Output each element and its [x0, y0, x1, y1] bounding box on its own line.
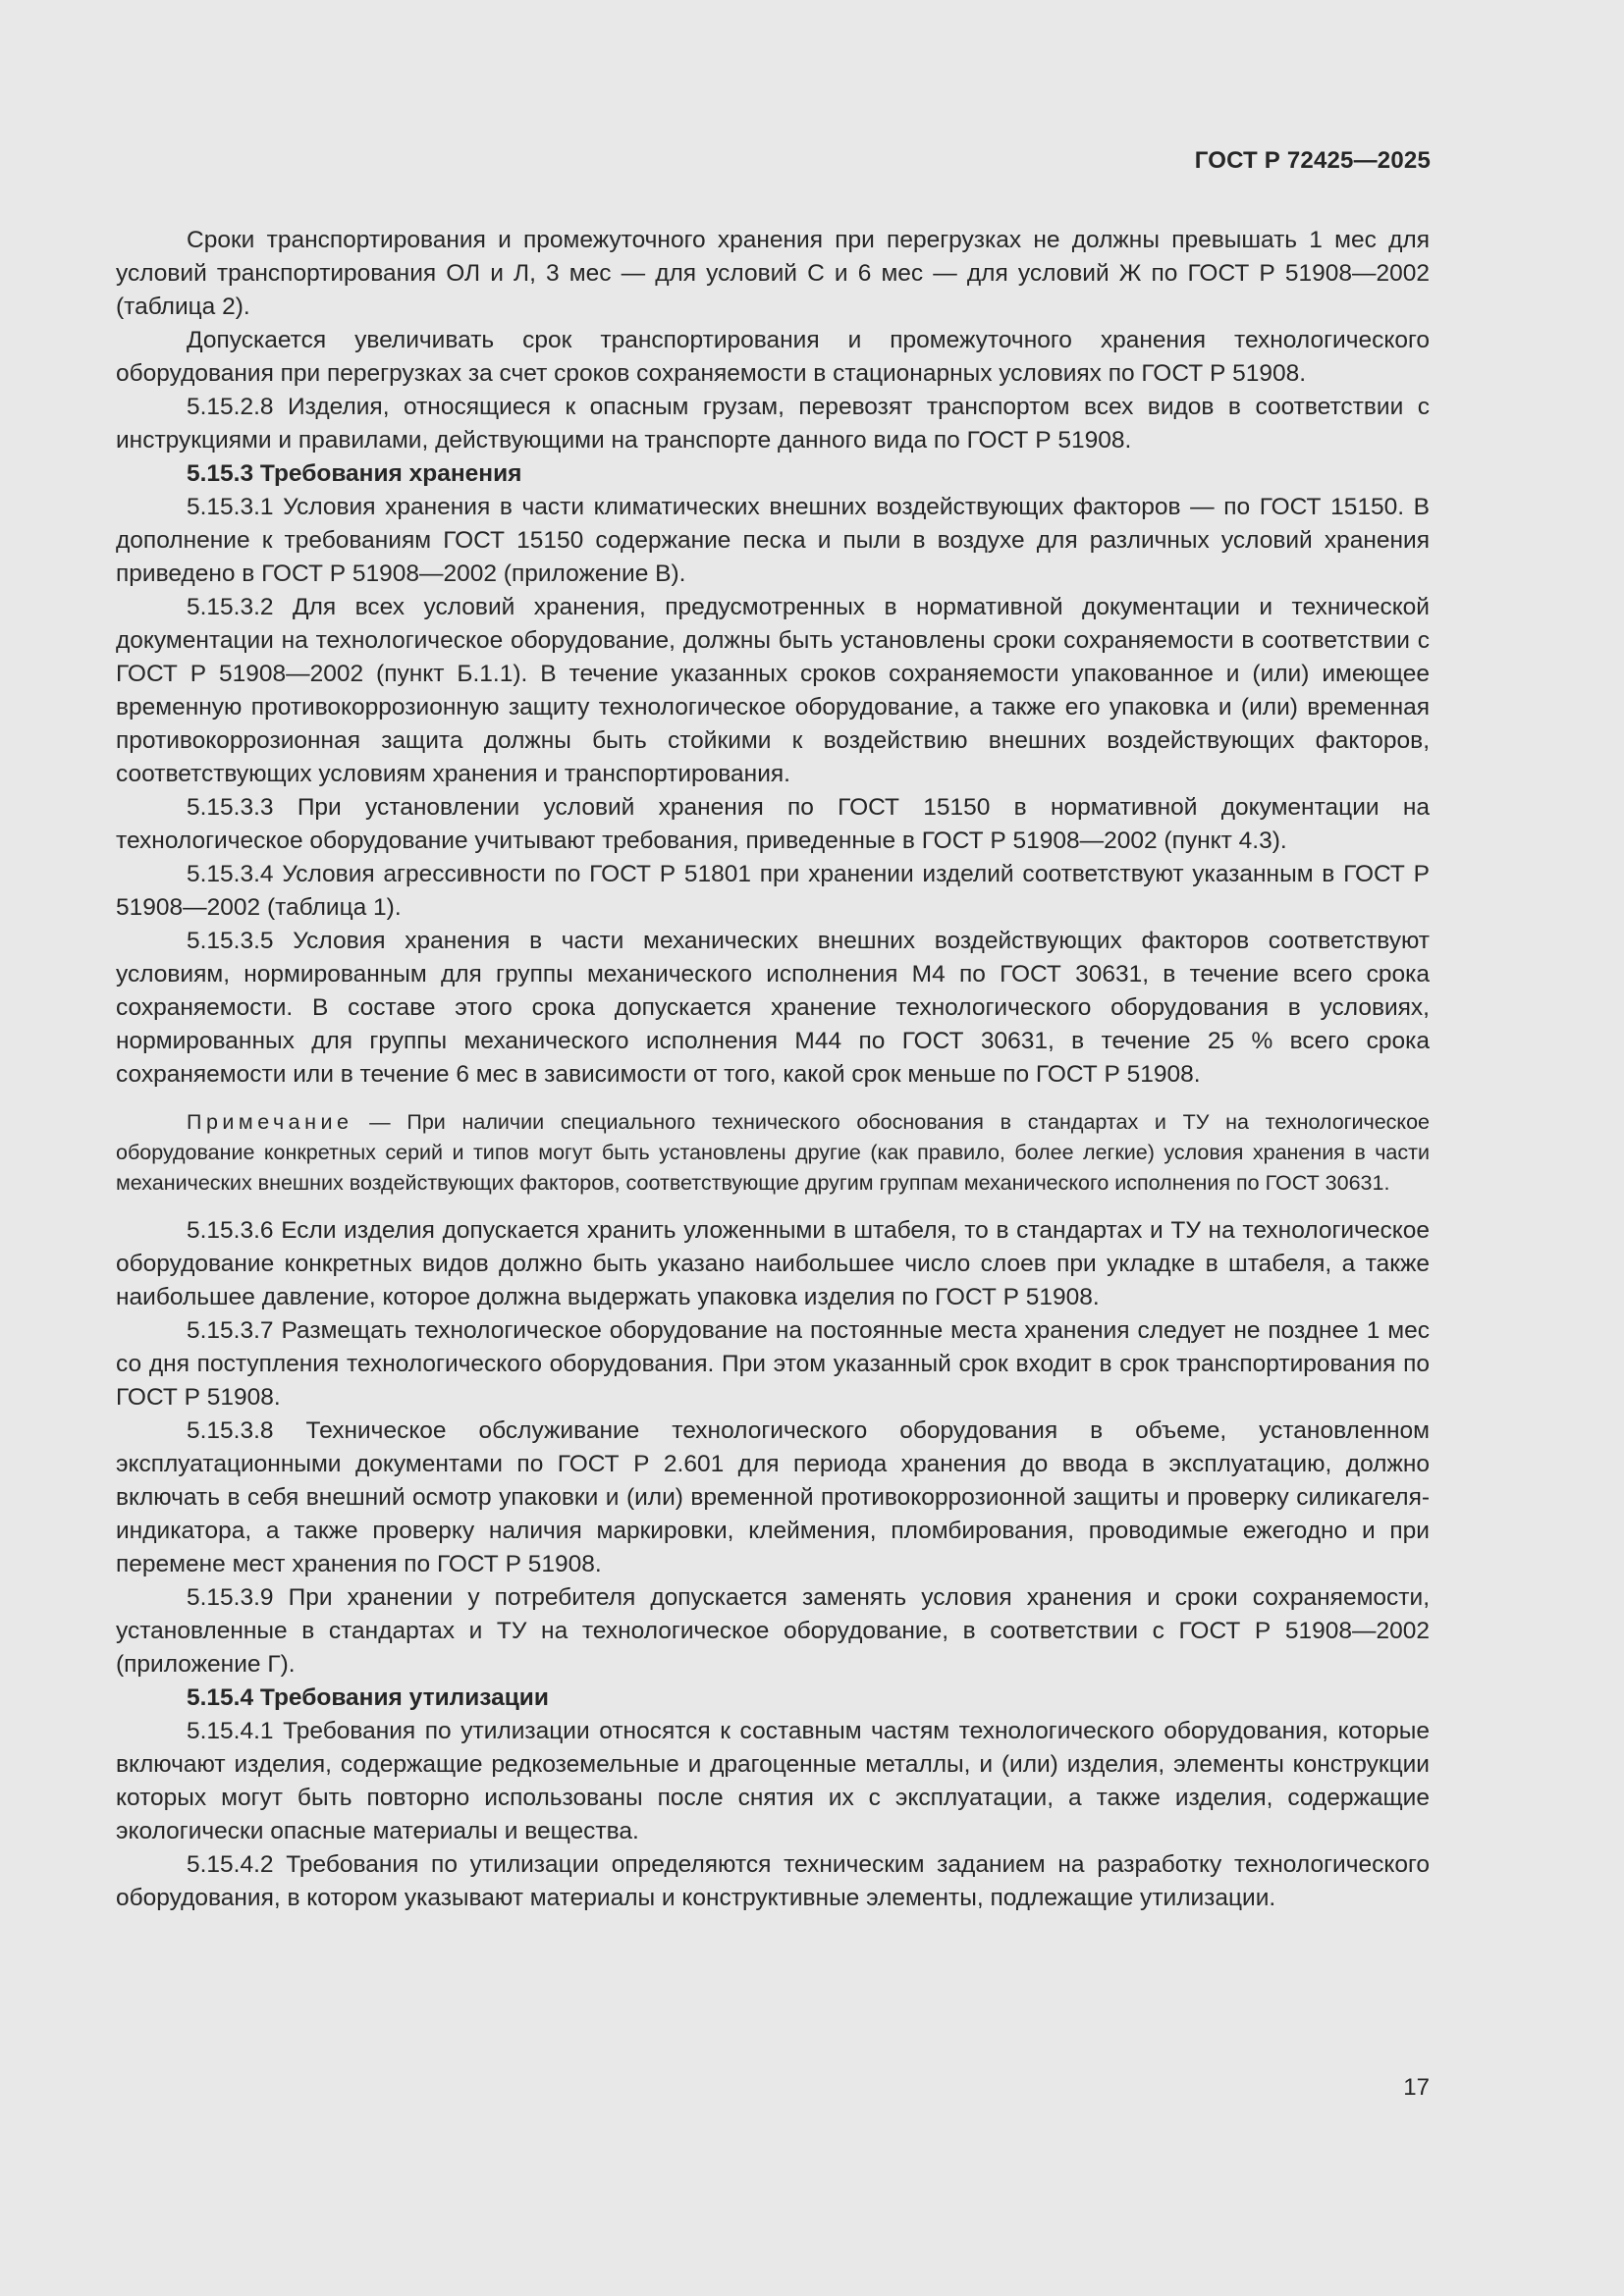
paragraph-5-15-3-4: 5.15.3.4 Условия агрессивности по ГОСТ Р 51801 при хранении изделий соответствуют указанным в ГОСТ Р 51908—2002 (таблица 1). — [116, 861, 1430, 921]
note-paragraph — [116, 1107, 1430, 1199]
paragraph-5-15-3-3: 5.15.3.3 При установлении условий хранения по ГОСТ 15150 в нормативной документации на технологическое оборудование учитывают требования, приведенные в ГОСТ Р 51908—2002 (пункт 4.3). — [116, 794, 1430, 854]
paragraph-5-15-3-1: 5.15.3.1 Условия хранения в части климатических внешних воздействующих факторов — по ГОСТ 15150. В дополнение к требованиям ГОСТ 15150 содержание песка и пыли в воздухе для различных условий хранения приведено в ГОСТ Р 51908—2002 (приложение В). — [116, 494, 1430, 587]
section-heading-disposal: 5.15.4 Требования утилизации — [187, 1684, 549, 1711]
paragraph-5-15-4-1: 5.15.4.1 Требования по утилизации относятся к составным частям технологического оборудования, которые включают изделия, содержащие редкоземельные и драгоценные металлы, и (или) изделия, элементы конструкции которых могут быть повторно использованы после снятия их с эксплуатации, а также изделия, содержащие экологически опасные материалы и вещества. — [116, 1718, 1430, 1844]
document-body — [116, 224, 1430, 1915]
paragraph-5-15-2-8: 5.15.2.8 Изделия, относящиеся к опасным грузам, перевозят транспортом всех видов в соответствии с инструкциями и правилами, действующими на транспорте данного вида по ГОСТ Р 51908. — [116, 394, 1430, 454]
paragraph-5-15-3-8: 5.15.3.8 Техническое обслуживание технологического оборудования в объеме, установленном эксплуатационными документами по ГОСТ Р 2.601 для периода хранения до ввода в эксплуатацию, должно включать в себя внешний осмотр упаковки и (или) временной противокоррозионной защиты и проверку силикагеля-индикатора, а также проверку наличия маркировки, клеймения, пломбирования, проводимые ежегодно и при перемене мест хранения по ГОСТ Р 51908. — [116, 1417, 1430, 1577]
note-label: Примечание — [187, 1110, 353, 1134]
paragraph-5-15-3-5: 5.15.3.5 Условия хранения в части механических внешних воздействующих факторов соответствуют условиям, нормированным для группы механического исполнения М4 по ГОСТ 30631, в течение всего срока сохраняемости. В составе этого срока допускается хранение технологического оборудования в условиях, нормированных для группы механического исполнения М44 по ГОСТ 30631, в течение 25 % всего срока сохраняемости или в течение 6 мес в зависимости от того, какой срок меньше по ГОСТ Р 51908. — [116, 928, 1430, 1088]
paragraph-5-15-3-6: 5.15.3.6 Если изделия допускается хранить уложенными в штабеля, то в стандартах и ТУ на технологическое оборудование конкретных видов должно быть указано наибольшее число слоев при укладке в штабеля, а также наибольшее давление, которое должна выдержать упаковка изделия по ГОСТ Р 51908. — [116, 1217, 1430, 1310]
document-code-header: ГОСТ Р 72425—2025 — [1194, 147, 1431, 174]
paragraph-5-15-3-7: 5.15.3.7 Размещать технологическое оборудование на постоянные места хранения следует не позднее 1 мес со дня поступления технологического оборудования. При этом указанный срок входит в срок транспортирования по ГОСТ Р 51908. — [116, 1317, 1430, 1411]
section-heading-storage: 5.15.3 Требования хранения — [187, 460, 522, 487]
page-number: 17 — [1403, 2074, 1430, 2101]
note-text: — При наличии специального технического обоснования в стандартах и ТУ на технологическое оборудование конкретных серий и типов могут быть установлены другие (как правило, более легкие) условия хранения в части механических внешних воздействующих факторов, соответствующие другим группам механического исполнения по ГОСТ 30631. — [116, 1110, 1430, 1195]
paragraph-5-15-3-9: 5.15.3.9 При хранении у потребителя допускается заменять условия хранения и сроки сохраняемости, установленные в стандартах и ТУ на технологическое оборудование, в соответствии с ГОСТ Р 51908—2002 (приложение Г). — [116, 1584, 1430, 1678]
paragraph-5-15-4-2: 5.15.4.2 Требования по утилизации определяются техническим заданием на разработку технологического оборудования, в котором указывают материалы и конструктивные элементы, подлежащие утилизации. — [116, 1851, 1430, 1911]
paragraph-transport-extension: Допускается увеличивать срок транспортирования и промежуточного хранения технологического оборудования при перегрузках за счет сроков сохраняемости в стационарных условиях по ГОСТ Р 51908. — [116, 327, 1430, 387]
paragraph-transport-terms: Сроки транспортирования и промежуточного хранения при перегрузках не должны превышать 1 мес для условий транспортирования ОЛ и Л, 3 мес — для условий С и 6 мес — для условий Ж по ГОСТ Р 51908—2002 (таблица 2). — [116, 227, 1430, 320]
paragraph-5-15-3-2: 5.15.3.2 Для всех условий хранения, предусмотренных в нормативной документации и технической документации на технологическое оборудование, должны быть установлены сроки сохраняемости в соответствии с ГОСТ Р 51908—2002 (пункт Б.1.1). В течение указанных сроков сохраняемости упакованное и (или) имеющее временную противокоррозионную защиту технологическое оборудование, а также его упаковка и (или) временная противокоррозионная защита должны быть стойкими к воздействию внешних воздействующих факторов, соответствующих условиям хранения и транспортирования. — [116, 594, 1430, 787]
